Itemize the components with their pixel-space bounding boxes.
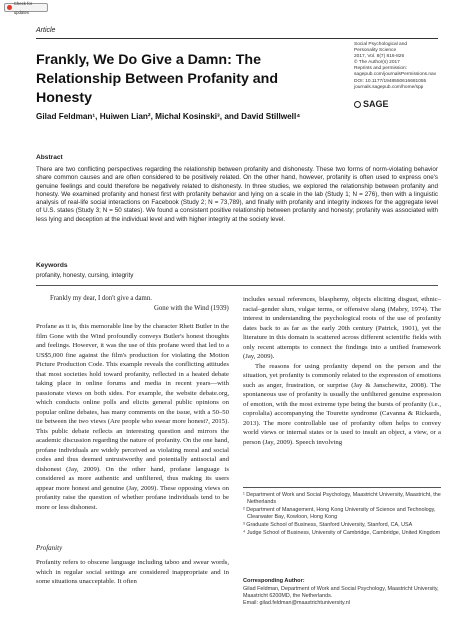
author-list: Gilad Feldman¹, Huiwen Lian², Michal Kosinski³, and David Stillwell⁴	[36, 112, 301, 121]
section-heading-profanity: Profanity	[36, 544, 63, 552]
check-for-updates-badge[interactable]	[4, 0, 48, 15]
journal-line: Social Psychological and	[354, 42, 408, 47]
publisher-name: SAGE	[363, 99, 389, 109]
journal-line: Personality Science	[354, 48, 397, 54]
corresponding-author-address: Gilad Feldman, Department of Work and Social Psychology, Maastricht University, Maastricht 6200MD, the Netherlands.	[243, 586, 439, 599]
sage-logo	[354, 99, 389, 109]
updates-icon	[7, 5, 12, 10]
paper-title: Frankly, We Do Give a Damn: The Relationship Between Profanity and Honesty	[36, 52, 279, 106]
body-paragraph: The reasons for using profanity depend on the person and the situation, yet profanity is commonly related to the expression of emotions such as anger, frustration, or surprise (Jay & Janschewitz, 2008). The spontaneous use of profanity is usually the unfiltered genuine expression of emotion, with the most extreme type being the bursts of profanity (i.e., coprolalia) accompanying the Tourette syndrome (Cavanna & Rickards, 2013). The more controllable use of profanity often helps to convey world views or internal states or is used to insult an object, a view, or a person (Jay, 2009). Speech involving	[243, 362, 441, 446]
keywords-list: profanity, honesty, cursing, integrity	[36, 272, 134, 279]
check-for-updates-label: Check for updates	[13, 0, 33, 15]
affiliation-item: ¹ Department of Work and Social Psychology, Maastricht University, Maastricht, the Netherlands	[243, 492, 441, 505]
body-column-left	[36, 322, 229, 512]
journal-line: 2017, Vol. 8(7) 816-826	[354, 54, 405, 60]
corresponding-author-heading: Corresponding Author:	[243, 578, 305, 584]
journal-line: © The Author(s) 2017	[354, 60, 400, 66]
epigraph-quote: Frankly my dear, I don't give a damn.	[50, 295, 152, 302]
epigraph-source: Gone with the Wind (1939)	[154, 305, 229, 312]
affiliation-item: ² Department of Management, Hong Kong University of Science and Technology, Clearwater Bay, Kowloon, Hong Kong	[243, 506, 436, 520]
affiliation-item: ⁴ Judge School of Business, University of Cambridge, Cambridge, United Kingdom	[243, 529, 441, 536]
corresponding-author-details	[243, 586, 441, 606]
body-column-right	[243, 295, 441, 447]
abstract-heading: Abstract	[36, 154, 63, 161]
sage-mark-icon	[354, 101, 361, 108]
affiliations	[243, 492, 441, 538]
header-divider	[36, 38, 438, 39]
body-paragraph: includes sexual references, blasphemy, objects eliciting disgust, ethnic–racial–gender slurs, vulgar terms, or offensive slang (Mabry, 1974). The interest in understanding the psychological roots of the use of profanity dates back to as far as the early 20th century (Patrick, 1901), yet the literature in this domain is scattered across different scientific fields with only recent attempts to connect the findings into a unified framework (Jay, 2009).	[243, 296, 441, 360]
section-divider	[36, 285, 438, 286]
keywords-heading: Keywords	[36, 262, 68, 269]
journal-line: Reprints and permission:	[354, 66, 408, 72]
journal-line: DOI: 10.1177/1948550616681055	[354, 78, 427, 84]
article-type-label: Article	[36, 27, 56, 34]
affiliation-item: ³ Graduate School of Business, Stanford University, Stanford, CA, USA	[243, 521, 413, 528]
corresponding-author-email[interactable]: Email: gilad.feldman@maastrichtuniversity.nl	[243, 599, 350, 606]
abstract-text: There are two conflicting perspectives regarding the relationship between profanity and dishonesty. These two forms of norm-violating behavior share common causes and are often considered to be positively related. On the other hand, however, profanity is often used to express one's genuine feelings and could therefore be negatively related to dishonesty. In three studies, we explored the relationship between profanity and honesty. We examined profanity and honest first with profanity behavior and lying on a scale in the lab (Study 1; N = 276), then with a linguistic analysis of real-life social interactions on Facebook (Study 2; N = 73,789), and finally with profanity and integrity indexes for the aggregate level of U.S. states (Study 3; N = 50 states). We found a consistent positive relationship between profanity and honesty; profanity was associated with less lying and deception at the individual level and with higher integrity at the society level.	[36, 166, 438, 223]
body-paragraph: Profanity refers to obscene language including taboo and swear words, which in regular social settings are considered inappropriate and in some situations unacceptable. It often	[36, 559, 229, 585]
footnote-divider	[243, 487, 441, 488]
journal-line: journals.sagepub.com/home/spp	[354, 84, 424, 90]
journal-line: sagepub.com/journalsPermissions.nav	[354, 72, 437, 78]
journal-info	[354, 42, 454, 91]
body-paragraph: Profane as it is, this memorable line by the character Rhett Butler in the film Gone with the Wind profoundly conveys Butler's honest thoughts and feelings. However, it was the use of this profane word that led to a US$5,000 fine against the film's production for violating the Motion Picture Production Code. This example reveals the conflicting attitudes that most societies hold toward profanity, reflected in a heated debate taking place in online forums and media in recent years—with passionate views on both sides. For example, the website debate.org, which conducts online polls and elicits general public opinions on popular online debates, has many comments on the issue, with a 50–50 tie between the two views (Are people who swear more honest?, 2015). This public debate reflects an interesting question and mirrors the academic discussion regarding the nature of profanity. On the one hand, profane individuals are widely perceived as violating moral and social codes and thus deemed untrustworthy and potentially antisocial and dishonest (Jay, 2009). On the other hand, profane language is considered as more authentic and unfiltered, thus making its users appear more honest and genuine (Jay, 2009). These opposing views on profanity raise the question of whether profane individuals tend to be more or less dishonest.	[36, 323, 229, 511]
